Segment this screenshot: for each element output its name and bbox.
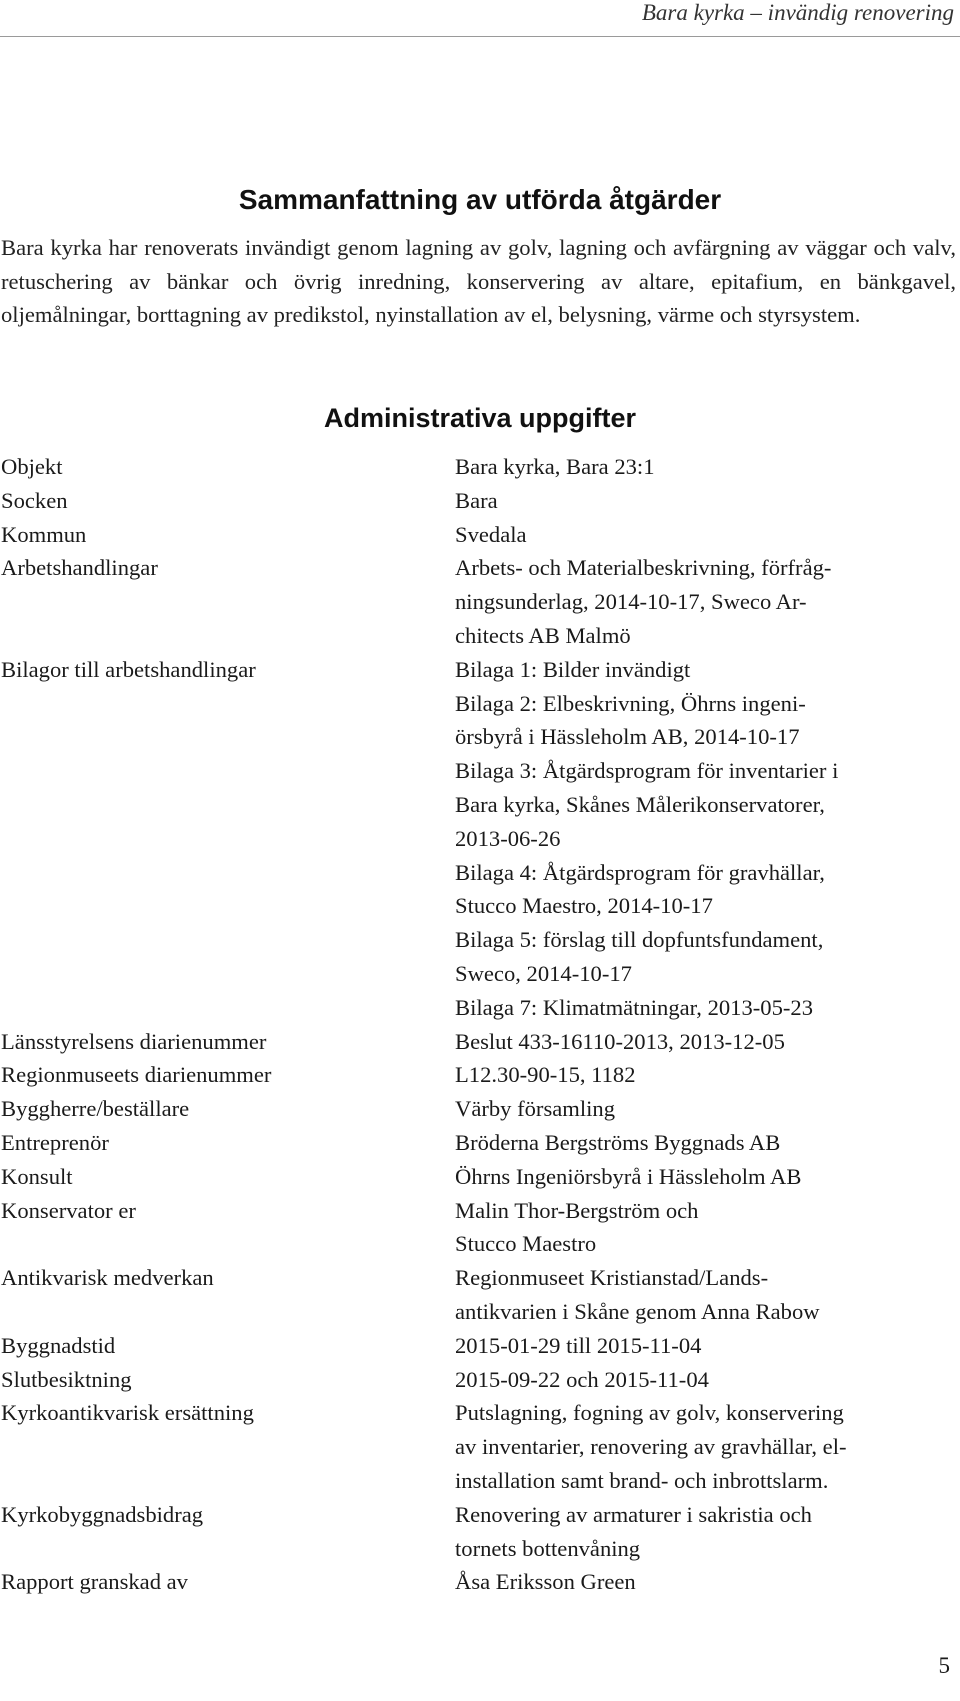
admin-value-line: Stucco Maestro, 2014-10-17: [455, 893, 713, 919]
admin-value-line: Regionmuseet Kristianstad/Lands-: [455, 1265, 769, 1291]
admin-value-line: Bilaga 4: Åtgärdsprogram för gravhällar,: [455, 859, 825, 885]
admin-value: [455, 1498, 960, 1566]
admin-value: [455, 518, 960, 552]
admin-value-line: L12.30-90-15, 1182: [455, 1062, 636, 1088]
running-header-title: Bara kyrka – invändig renovering: [641, 0, 954, 25]
admin-label: Slutbesiktning: [1, 1366, 132, 1392]
admin-value-line: tornets bottenvåning: [455, 1535, 641, 1561]
admin-value-line: Renovering av armaturer i sakristia och: [455, 1501, 812, 1527]
admin-value: [455, 1160, 960, 1194]
admin-value-line: 2015-01-29 till 2015-11-04: [455, 1332, 702, 1358]
admin-value-line: Bilaga 3: Åtgärdsprogram för inventarier i: [455, 758, 839, 784]
admin-label: Regionmuseets diarienummer: [1, 1062, 272, 1088]
admin-value-line: Bilaga 7: Klimatmätningar, 2013-05-23: [455, 994, 814, 1020]
admin-value: [455, 1058, 960, 1092]
admin-value-line: örsbyrå i Hässleholm AB, 2014-10-17: [455, 724, 800, 750]
admin-label: Byggherre/beställare: [1, 1096, 190, 1122]
admin-value-line: Bara kyrka, Skånes Målerikonservatorer,: [455, 791, 825, 817]
admin-row: [0, 551, 960, 652]
admin-value: [455, 1396, 960, 1497]
admin-value: [455, 551, 960, 652]
admin-value-line: Sweco, 2014-10-17: [455, 960, 632, 986]
admin-value: [455, 1261, 960, 1329]
admin-row: [0, 1092, 960, 1126]
admin-value: [455, 1126, 960, 1160]
admin-value: [455, 1025, 960, 1059]
admin-row: [0, 1363, 960, 1397]
admin-value-line: av inventarier, renovering av gravhällar, el-: [455, 1434, 847, 1460]
admin-value-line: ningsunderlag, 2014-10-17, Sweco Ar-: [455, 589, 807, 615]
admin-row: [0, 1160, 960, 1194]
admin-value: [455, 653, 960, 1025]
admin-value-line: Bröderna Bergströms Byggnads AB: [455, 1129, 781, 1155]
admin-label: Objekt: [1, 454, 63, 479]
admin-label: Konservator er: [1, 1197, 136, 1223]
admin-value-line: Putslagning, fogning av golv, konservering: [455, 1400, 844, 1426]
admin-row: [0, 518, 960, 552]
admin-row: [0, 1126, 960, 1160]
admin-value: [455, 1092, 960, 1126]
admin-row: [0, 1498, 960, 1566]
admin-row: [0, 1261, 960, 1329]
admin-row: [0, 1565, 960, 1599]
admin-row: [0, 1396, 960, 1497]
admin-row: [0, 1329, 960, 1363]
admin-heading: Administrativa uppgifter: [323, 403, 637, 433]
admin-value-line: antikvarien i Skåne genom Anna Rabow: [455, 1298, 820, 1324]
admin-value: [455, 1194, 960, 1262]
admin-table: [0, 450, 960, 1599]
admin-value-line: Bara: [455, 487, 498, 513]
admin-label: Byggnadstid: [1, 1332, 116, 1358]
admin-value-line: chitects AB Malmö: [455, 622, 631, 648]
admin-value-line: Beslut 433-16110-2013, 2013-12-05: [455, 1028, 785, 1054]
admin-row: [0, 484, 960, 518]
admin-label: Arbetshandlingar: [1, 555, 158, 581]
admin-value-line: Öhrns Ingeniörsbyrå i Hässleholm AB: [455, 1163, 802, 1189]
admin-value: [455, 1329, 960, 1363]
admin-value-line: Stucco Maestro: [455, 1231, 597, 1257]
summary-heading: Sammanfattning av utförda åtgärder: [238, 184, 722, 215]
admin-value-line: Arbets- och Materialbeskrivning, förfråg-: [455, 555, 832, 581]
admin-label: Kyrkoantikvarisk ersättning: [1, 1400, 254, 1426]
admin-label: Rapport granskad av: [1, 1569, 188, 1595]
admin-row: [0, 1194, 960, 1262]
admin-row: [0, 1058, 960, 1092]
admin-label: Socken: [1, 487, 68, 513]
admin-value-line: installation samt brand- och inbrottslarm.: [455, 1467, 829, 1493]
admin-value: [455, 1565, 960, 1599]
admin-label: Antikvarisk medverkan: [1, 1265, 214, 1291]
admin-value-line: Svedala: [455, 521, 527, 547]
admin-row: [0, 653, 960, 1025]
admin-value-line: Bilaga 5: förslag till dopfuntsfundament,: [455, 927, 824, 953]
admin-row: [0, 450, 960, 484]
admin-value-line: Värby församling: [455, 1096, 615, 1122]
admin-label: Länsstyrelsens diarienummer: [1, 1028, 267, 1054]
admin-label: Entreprenör: [1, 1129, 109, 1155]
admin-value-line: Bilaga 1: Bilder invändigt: [455, 656, 691, 682]
admin-label: Bilagor till arbetshandlingar: [1, 656, 256, 682]
admin-value-line: Malin Thor-Bergström och: [455, 1197, 699, 1223]
admin-row: [0, 1025, 960, 1059]
admin-value-line: 2013-06-26: [455, 825, 561, 851]
admin-label: Kyrkobyggnadsbidrag: [1, 1501, 204, 1527]
admin-value-line: 2015-09-22 och 2015-11-04: [455, 1366, 709, 1392]
admin-label: Konsult: [1, 1163, 73, 1189]
admin-value-line: Bilaga 2: Elbeskrivning, Öhrns ingeni-: [455, 690, 806, 716]
admin-value: [455, 1363, 960, 1397]
admin-value-line: Bara kyrka, Bara 23:1: [455, 454, 655, 479]
page-number: 5: [938, 1653, 950, 1678]
running-header: [0, 0, 960, 37]
admin-value: [455, 450, 960, 484]
admin-value: [455, 484, 960, 518]
admin-value-line: Åsa Eriksson Green: [455, 1569, 636, 1595]
summary-paragraph: Bara kyrka har renoverats invändigt genom lagning av golv, lagning och avfärgning av väggar och valv, retuschering av bänkar och övrig inredning, konservering av altare, epitafium, en bänkgavel, oljemålningar, borttagning av predikstol, nyinstallation av el, belysning, värme och styrsystem.: [1, 235, 956, 327]
admin-label: Kommun: [1, 521, 87, 547]
